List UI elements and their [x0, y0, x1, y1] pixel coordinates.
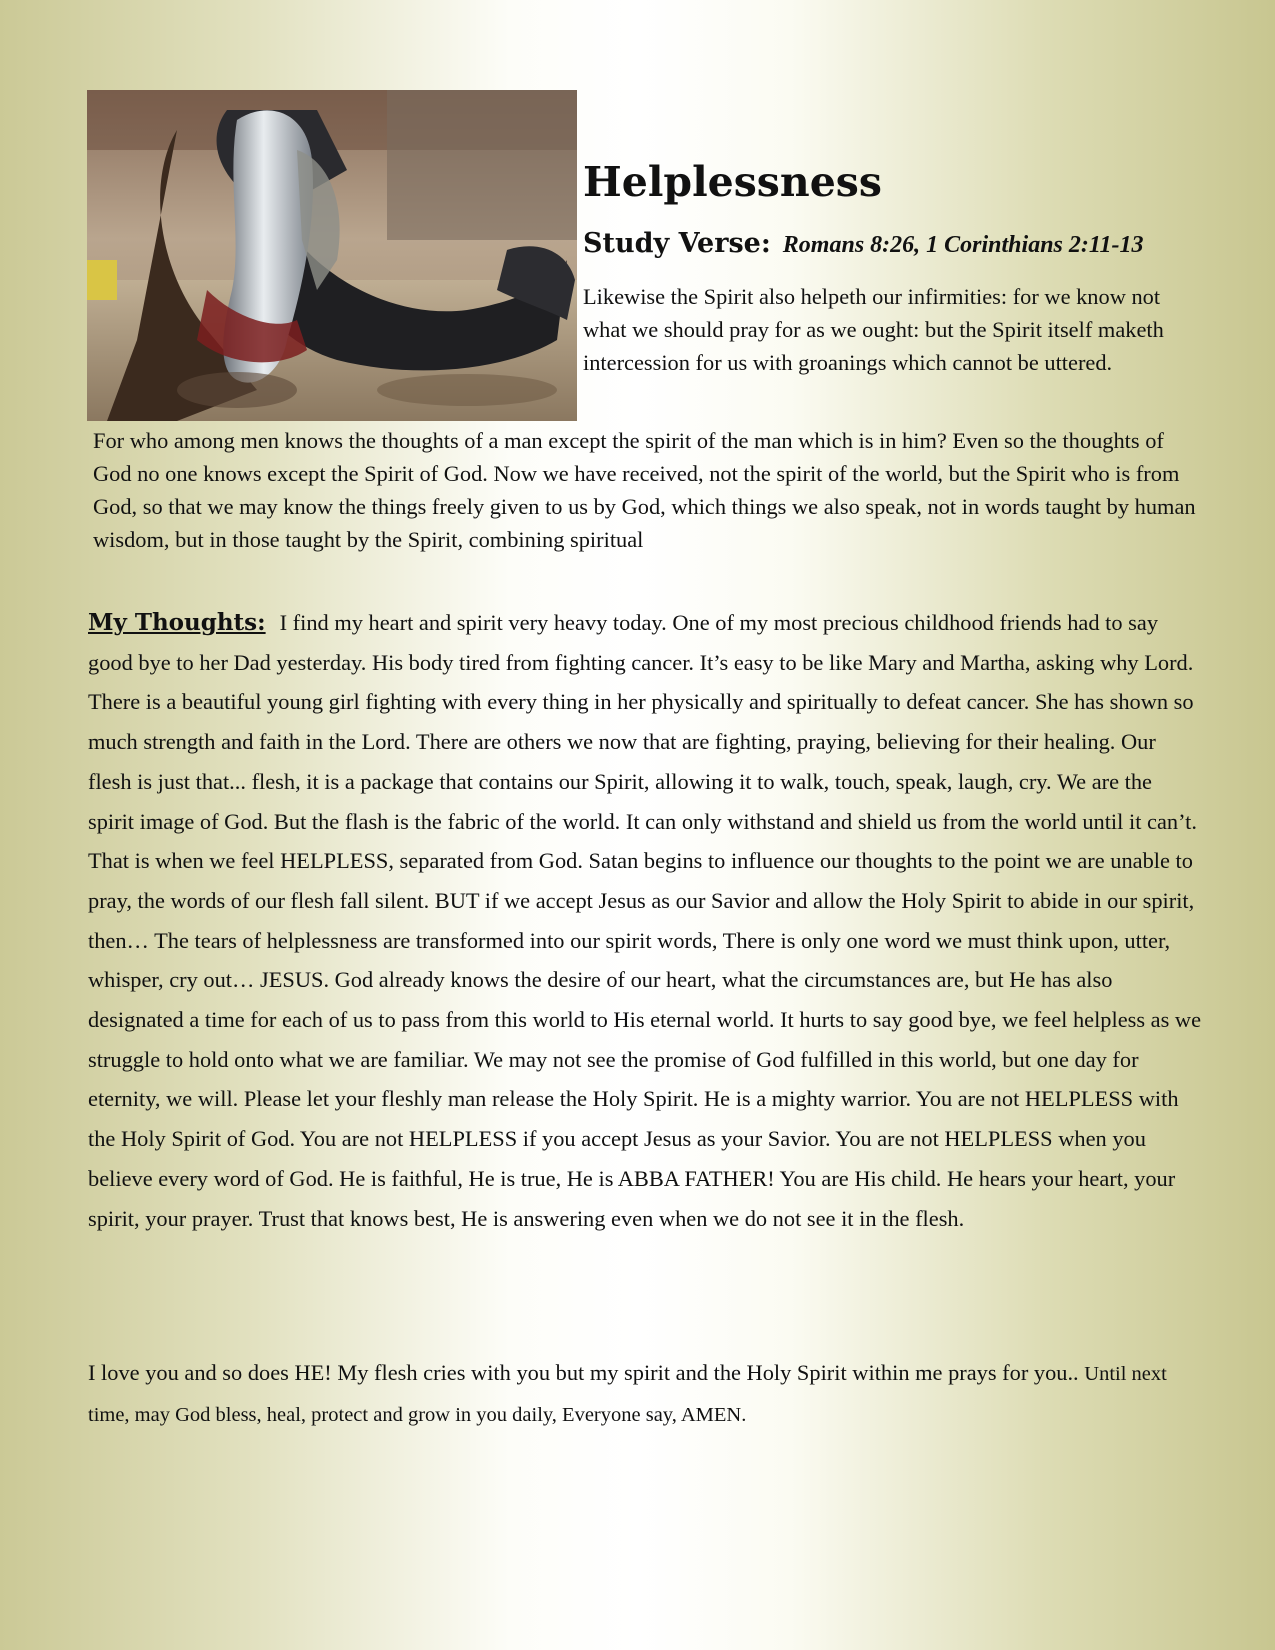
page-title: Helplessness: [583, 158, 882, 206]
my-thoughts-label: My Thoughts:: [88, 609, 266, 636]
study-verse-reference: Romans 8:26, 1 Corinthians 2:11-13: [782, 232, 1144, 258]
closing-text-part2: Until next time, may God bless, heal, protect and grow in you daily, Everyone say, AMEN.: [88, 1363, 1167, 1426]
my-thoughts-paragraph: [88, 603, 1203, 1238]
knight-kneeling-photo: [87, 90, 577, 421]
closing-text-part1: I love you and so does HE! My flesh cries with you but my spirit and the Holy Spirit within me prays for you..: [88, 1360, 1085, 1385]
closing-paragraph: [88, 1353, 1203, 1435]
my-thoughts-text: I find my heart and spirit very heavy today. One of my most precious childhood friends had to say good bye to her Dad yesterday. His body tired from fighting cancer. It’s easy to be like Mary and Martha, asking why Lord. There is a beautiful young girl fighting with every thing in her physically and spiritually to defeat cancer. She has shown so much strength and faith in the Lord. There are others we now that are fighting, praying, believing for their healing. Our flesh is just that... flesh, it is a package that contains our Spirit, allowing it to walk, touch, speak, laugh, cry. We are the spirit image of God. But the flash is the fabric of the world. It can only withstand and shield us from the world until it can’t. That is when we feel HELPLESS, separated from God. Satan begins to influence our thoughts to the point we are unable to pray, the words of our flesh fall silent. BUT if we accept Jesus as our Savior and allow the Holy Spirit to abide in our spirit, then… The tears of helplessness are transformed into our spirit words, There is only one word we must think upon, utter, whisper, cry out… JESUS. God already knows the desire of our heart, what the circumstances are, but He has also designated a time for each of us to pass from this world to His eternal world. It hurts to say good bye, we feel helpless as we struggle to hold onto what we are familiar. We may not see the promise of God fulfilled in this world, but one day for eternity, we will. Please let your fleshly man release the Holy Spirit. He is a mighty warrior. You are not HELPLESS with the Holy Spirit of God. You are not HELPLESS if you accept Jesus as your Savior. You are not HELPLESS when you believe every word of God. He is faithful, He is true, He is ABBA FATHER! You are His child. He hears your heart, your spirit, your prayer. Trust that knows best, He is answering even when we do not see it in the flesh.: [88, 610, 1202, 1231]
verse-corinthians-text: For who among men knows the thoughts of a man except the spirit of the man which is in him? Even so the thoughts of God no one knows except the Spirit of God. Now we have received, not the spirit of the world, but the Spirit who is from God, so that we may know the things freely given to us by God, which things we also speak, not in words taught by human wisdom, but in those taught by the Spirit, combining spiritual: [93, 428, 1196, 552]
knight-photo-illustration: [87, 90, 577, 421]
verse-romans-text: Likewise the Spirit also helpeth our infirmities: for we know not what we should pray for as we ought: but the Spirit itself maketh intercession for us with groanings which cannot be uttered.: [583, 284, 1164, 375]
study-verse-label: Study Verse:: [583, 228, 771, 259]
study-verse-heading: [583, 228, 1144, 259]
